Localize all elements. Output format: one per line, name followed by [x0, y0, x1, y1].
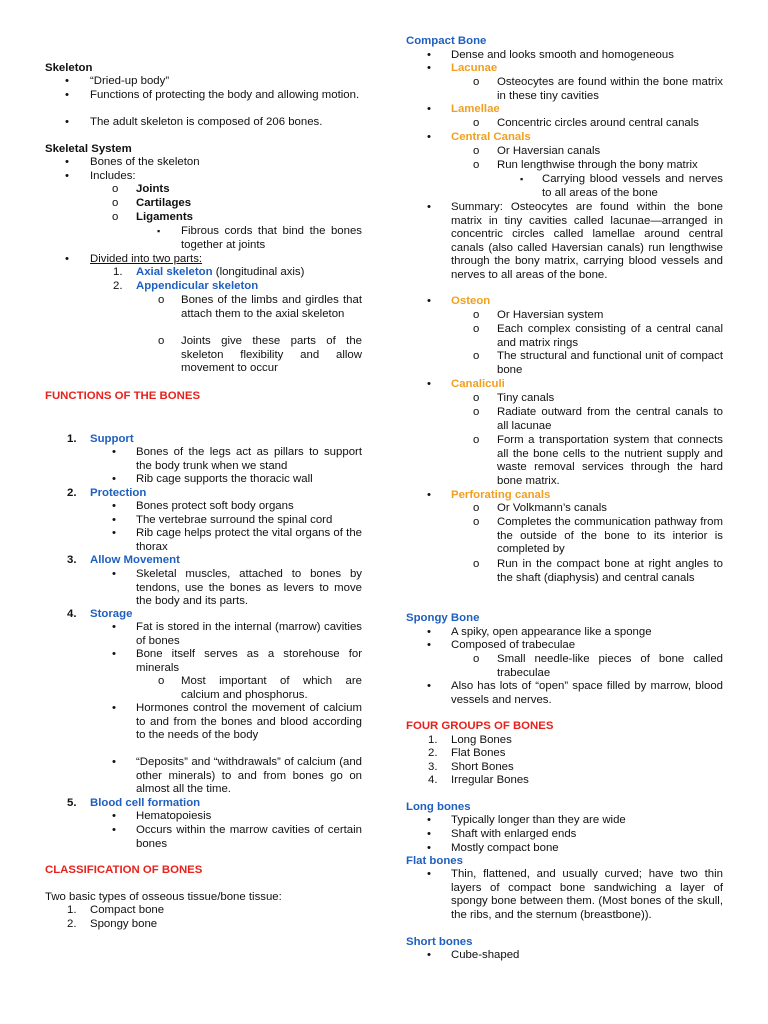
- circle-marker: o: [473, 159, 480, 171]
- list-item: Hormones control the movement of calcium to and from the bones and blood according to the needs of the body: [136, 702, 362, 742]
- long-bones-heading: Long bones: [406, 801, 471, 813]
- bullet: •: [65, 253, 69, 265]
- circle-marker: o: [473, 76, 480, 88]
- bullet: •: [427, 626, 431, 638]
- list-item: Bones of the skeleton: [90, 156, 200, 168]
- storage-title: Storage: [90, 608, 133, 620]
- bullet: •: [65, 75, 69, 87]
- circle-marker: o: [473, 117, 480, 129]
- list-item: Functions of protecting the body and allowing motion.: [90, 89, 360, 101]
- list-item: Cube-shaped: [451, 949, 520, 961]
- bullet: •: [112, 568, 116, 580]
- movement-title: Allow Movement: [90, 554, 180, 566]
- list-item: Run lengthwise through the bony matrix: [497, 159, 698, 171]
- circle-marker: o: [158, 675, 165, 687]
- circle-marker: o: [473, 558, 480, 570]
- list-item: “Dried-up body”: [90, 75, 170, 87]
- skeleton-heading: Skeleton: [45, 62, 93, 74]
- bullet: •: [427, 949, 431, 961]
- list-item: Irregular Bones: [451, 774, 529, 786]
- list-item: Divided into two parts:: [90, 253, 203, 265]
- axial-skeleton-term: Axial skeleton: [136, 266, 213, 278]
- list-item: Occurs within the marrow cavities of certain bones: [136, 824, 362, 850]
- list-item: Thin, flattened, and usually curved; have two thin layers of compact bone sandwiching a layer of spongy bone between them. (Most bones of the skull, the ribs, and the sternum (breastbone)).: [451, 868, 723, 921]
- circle-marker: o: [473, 434, 480, 446]
- list-item: Tiny canals: [497, 392, 555, 404]
- list-number: 5.: [67, 797, 77, 809]
- list-number: 2.: [428, 747, 438, 759]
- list-item: The structural and functional unit of compact bone: [497, 350, 723, 376]
- list-item: Ligaments: [136, 211, 193, 223]
- list-item: Hematopoiesis: [136, 810, 212, 822]
- list-number: 4.: [67, 608, 77, 620]
- list-item: Bones of the limbs and girdles that attach them to the axial skeleton: [181, 294, 362, 320]
- list-item: “Deposits” and “withdrawals” of calcium (and other minerals) to and from bones go on almost all the time.: [136, 756, 362, 796]
- bullet: •: [427, 378, 431, 390]
- bullet: •: [65, 156, 69, 168]
- circle-marker: o: [158, 294, 165, 306]
- list-item: Or Volkmann’s canals: [497, 502, 607, 514]
- bullet: •: [427, 639, 431, 651]
- list-item: Skeletal muscles, attached to bones by tendons, use the bones as levers to move the body and its parts.: [136, 568, 362, 608]
- list-item: Short Bones: [451, 761, 514, 773]
- list-item: Form a transportation system that connects all the bone cells to the nutrient supply and waste removal services through the hard bone matrix.: [497, 434, 723, 487]
- functions-heading: FUNCTIONS OF THE BONES: [45, 390, 201, 402]
- bullet: •: [65, 89, 69, 101]
- circle-marker: o: [112, 197, 119, 209]
- axial-skeleton-item: [136, 266, 304, 280]
- osteon-term: Osteon: [451, 295, 491, 307]
- list-number: 1.: [67, 904, 77, 916]
- list-item: Small needle-like pieces of bone called trabeculae: [497, 653, 723, 679]
- bullet: •: [427, 295, 431, 307]
- circle-marker: o: [473, 392, 480, 404]
- bullet: •: [112, 446, 116, 458]
- bullet: •: [427, 49, 431, 61]
- central-canals-term: Central Canals: [451, 131, 531, 143]
- list-item: Cartilages: [136, 197, 192, 209]
- lamellae-term: Lamellae: [451, 103, 500, 115]
- bullet: •: [427, 131, 431, 143]
- list-item: Composed of trabeculae: [451, 639, 576, 651]
- classification-heading: CLASSIFICATION OF BONES: [45, 864, 203, 876]
- list-item: Or Haversian canals: [497, 145, 601, 157]
- list-number: 4.: [428, 774, 438, 786]
- bullet: •: [112, 702, 116, 714]
- list-item: Bones of the legs act as pillars to support the body trunk when we stand: [136, 446, 362, 472]
- bullet: •: [112, 527, 116, 539]
- list-item: Flat Bones: [451, 747, 506, 759]
- square-marker: ▪: [520, 174, 524, 184]
- list-number: 2.: [67, 487, 77, 499]
- protection-title: Protection: [90, 487, 147, 499]
- bullet: •: [112, 514, 116, 526]
- circle-marker: o: [473, 309, 480, 321]
- list-item: Most important of which are calcium and phosphorus.: [181, 675, 362, 701]
- summary-item: Summary: Osteocytes are found within the bone matrix in tiny cavities called lacunae—arranged in concentric circles called lamellae around central canals (also called Haversian canals) run lengthwise through the bony matrix, carrying blood vessels and nerves to all areas of the bone.: [451, 201, 723, 281]
- compact-bone-heading: Compact Bone: [406, 35, 487, 47]
- classification-intro: Two basic types of osseous tissue/bone tissue:: [45, 891, 282, 903]
- bullet: •: [427, 62, 431, 74]
- bullet: •: [112, 824, 116, 836]
- circle-marker: o: [473, 350, 480, 362]
- list-item: Run in the compact bone at right angles to the shaft (diaphysis) and central canals: [497, 558, 723, 584]
- list-item: Or Haversian system: [497, 309, 604, 321]
- support-title: Support: [90, 433, 134, 445]
- list-item: Also has lots of “open” space filled by marrow, blood vessels and nerves.: [451, 680, 723, 706]
- list-item: Bones protect soft body organs: [136, 500, 294, 512]
- list-item: Fibrous cords that bind the bones together at joints: [181, 225, 362, 251]
- list-item: Carrying blood vessels and nerves to all areas of the bone: [542, 173, 723, 199]
- skeletal-system-heading: Skeletal System: [45, 143, 132, 155]
- list-number: 1.: [428, 734, 438, 746]
- canaliculi-term: Canaliculi: [451, 378, 505, 390]
- bullet: •: [427, 842, 431, 854]
- bullet: •: [427, 489, 431, 501]
- list-item: Bone itself serves as a storehouse for minerals: [136, 648, 362, 674]
- lacunae-term: Lacunae: [451, 62, 498, 74]
- list-number: 2.: [67, 918, 77, 930]
- list-item: Includes:: [90, 170, 136, 182]
- list-item: Osteocytes are found within the bone matrix in these tiny cavities: [497, 76, 723, 102]
- list-number: 1.: [67, 433, 77, 445]
- list-number: 3.: [67, 554, 77, 566]
- bullet: •: [427, 201, 431, 213]
- bullet: •: [427, 814, 431, 826]
- list-item: Shaft with enlarged ends: [451, 828, 577, 840]
- list-item: Fat is stored in the internal (marrow) cavities of bones: [136, 621, 362, 647]
- list-number: 2.: [113, 280, 123, 292]
- list-item: Rib cage supports the thoracic wall: [136, 473, 313, 485]
- spongy-bone-heading: Spongy Bone: [406, 612, 480, 624]
- bullet: •: [112, 621, 116, 633]
- list-item: A spiky, open appearance like a sponge: [451, 626, 652, 638]
- bullet: •: [65, 170, 69, 182]
- appendicular-skeleton-term: Appendicular skeleton: [136, 280, 259, 292]
- circle-marker: o: [473, 406, 480, 418]
- list-item: Completes the communication pathway from the outside of the bone to its interior is completed by: [497, 516, 723, 556]
- list-item: Each complex consisting of a central canal and matrix rings: [497, 323, 723, 349]
- bullet: •: [112, 473, 116, 485]
- circle-marker: o: [473, 323, 480, 335]
- blood-cell-title: Blood cell formation: [90, 797, 201, 809]
- bullet: •: [427, 828, 431, 840]
- list-item: Long Bones: [451, 734, 512, 746]
- bullet: •: [427, 868, 431, 880]
- list-item: Joints give these parts of the skeleton flexibility and allow movement to occur: [181, 335, 362, 375]
- circle-marker: o: [112, 211, 119, 223]
- list-item: Mostly compact bone: [451, 842, 559, 854]
- bullet: •: [112, 648, 116, 660]
- list-item: The vertebrae surround the spinal cord: [136, 514, 333, 526]
- four-groups-heading: FOUR GROUPS OF BONES: [406, 720, 554, 732]
- flat-bones-heading: Flat bones: [406, 855, 463, 867]
- bullet: •: [427, 680, 431, 692]
- list-item: The adult skeleton is composed of 206 bones.: [90, 116, 323, 128]
- bullet: •: [65, 116, 69, 128]
- square-marker: ▪: [157, 226, 161, 236]
- short-bones-heading: Short bones: [406, 936, 473, 948]
- circle-marker: o: [473, 145, 480, 157]
- list-item: Rib cage helps protect the vital organs of the thorax: [136, 527, 362, 553]
- list-item: Compact bone: [90, 904, 165, 916]
- list-item: Joints: [136, 183, 170, 195]
- bullet: •: [112, 756, 116, 768]
- bullet: •: [112, 500, 116, 512]
- perforating-canals-term: Perforating canals: [451, 489, 551, 501]
- circle-marker: o: [473, 516, 480, 528]
- bullet: •: [112, 810, 116, 822]
- axial-skeleton-desc: (longitudinal axis): [212, 266, 305, 278]
- list-item: Radiate outward from the central canals to all lacunae: [497, 406, 723, 432]
- circle-marker: o: [158, 335, 165, 347]
- bullet: •: [427, 103, 431, 115]
- list-item: Spongy bone: [90, 918, 158, 930]
- circle-marker: o: [473, 502, 480, 514]
- list-item: Dense and looks smooth and homogeneous: [451, 49, 674, 61]
- list-item: Typically longer than they are wide: [451, 814, 626, 826]
- circle-marker: o: [473, 653, 480, 665]
- list-number: 1.: [113, 266, 123, 278]
- list-number: 3.: [428, 761, 438, 773]
- list-item: Concentric circles around central canals: [497, 117, 699, 129]
- circle-marker: o: [112, 183, 119, 195]
